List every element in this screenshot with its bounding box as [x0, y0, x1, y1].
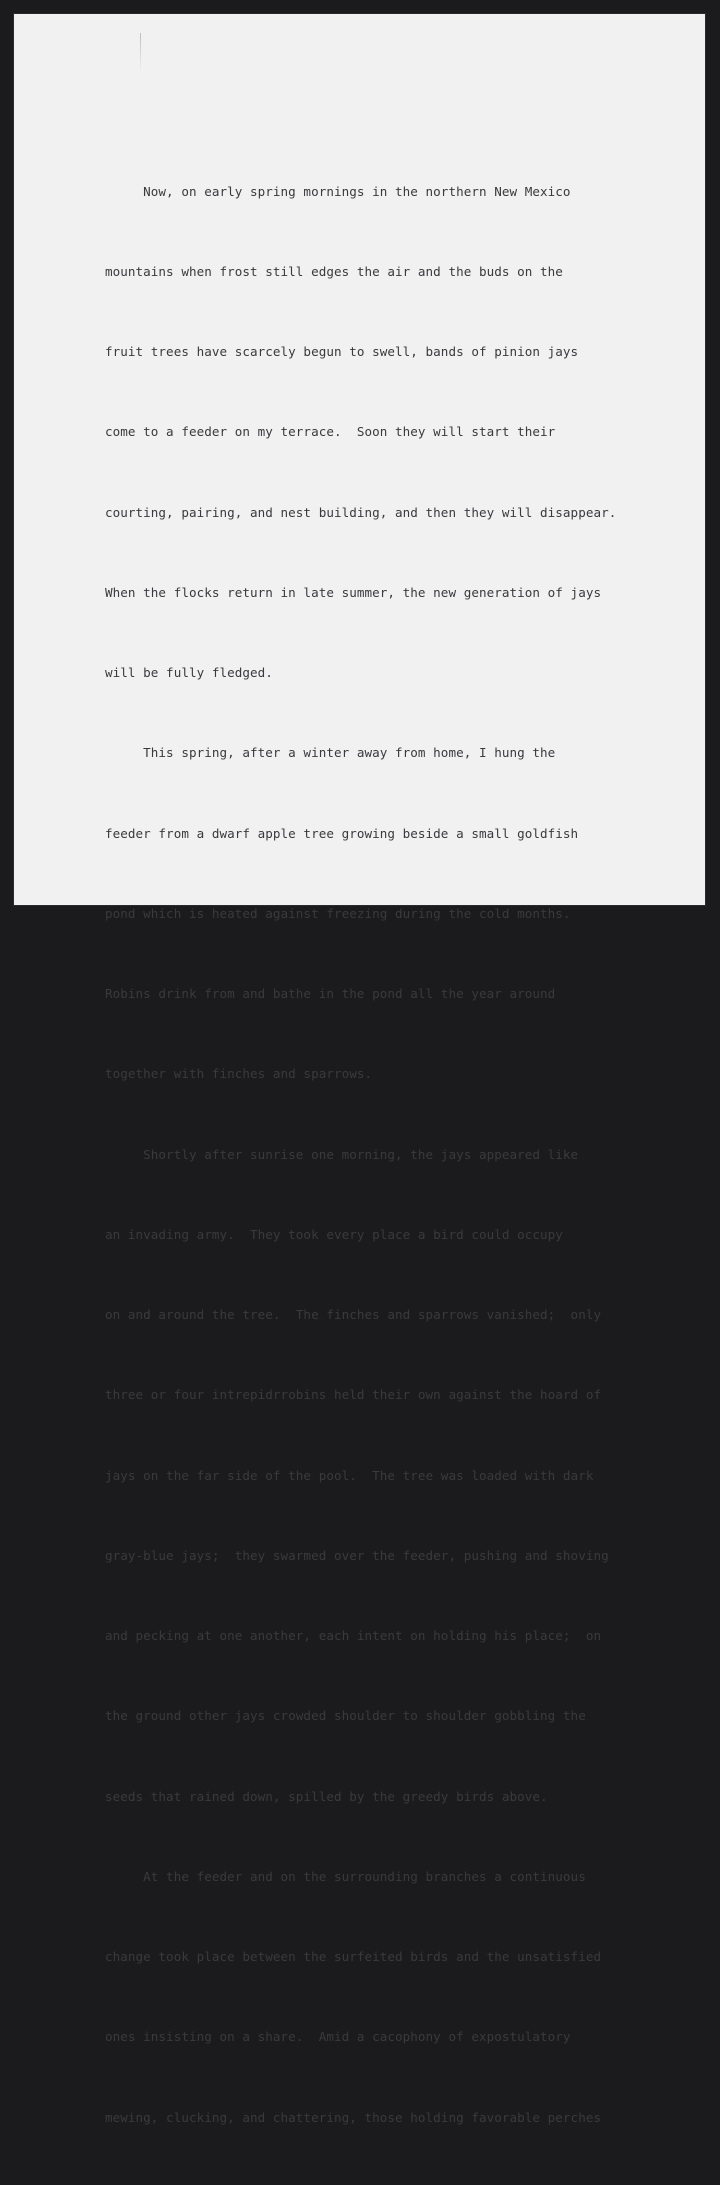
- text-line: feeder from a dwarf apple tree growing beside a small goldfish: [105, 825, 579, 841]
- text-line: At the feeder and on the surrounding branches a continuous: [105, 1868, 586, 1884]
- text-line: on and around the tree. The finches and sparrows vanished; only: [105, 1307, 602, 1322]
- text-line: jays on the far side of the pool. The tree was loaded with dark: [105, 1467, 594, 1483]
- text-line: courting, pairing, and nest building, and then they will disappear.: [105, 504, 617, 520]
- margin-pencil-mark: [140, 33, 141, 73]
- text-line: ones insisting on a share. Amid a cacophony of expostulatory: [105, 2029, 571, 2045]
- text-line: come to a feeder on my terrace. Soon they will start their: [105, 424, 556, 440]
- text-line: will be fully fledged.: [105, 665, 273, 680]
- text-line: seeds that rained down, spilled by the greedy birds above.: [105, 1788, 548, 1804]
- text-line: change took place between the surfeited birds and the unsatisfied: [105, 1949, 602, 1964]
- text-line: gray-blue jays; they swarmed over the feeder, pushing and shoving: [105, 1547, 609, 1563]
- text-line: three or four intrepidrrobins held their own against the hoard of: [105, 1387, 602, 1403]
- text-line: Robins drink from and bathe in the pond all the year around: [105, 986, 556, 1001]
- typewritten-text: [105, 125, 665, 2185]
- text-line: When the flocks return in late summer, the new generation of jays: [105, 584, 602, 600]
- typewritten-page: [13, 13, 706, 2125]
- text-line: and pecking at one another, each intent on holding his place; on: [105, 1628, 602, 1643]
- text-line: the ground other jays crowded shoulder to shoulder gobbling the: [105, 1708, 586, 1724]
- text-line: mewing, clucking, and chattering, those holding favorable perches: [105, 2109, 602, 2125]
- text-line: Now, on early spring mornings in the northern New Mexico: [105, 183, 571, 199]
- text-line: This spring, after a winter away from home, I hung the: [105, 745, 556, 761]
- text-line: mountains when frost still edges the air and the buds on the: [105, 263, 563, 279]
- text-line: an invading army. They took every place a bird could occupy: [105, 1226, 563, 1242]
- text-line: pond which is heated against freezing during the cold months.: [105, 905, 571, 921]
- text-line: fruit trees have scarcely begun to swell, bands of pinion jays: [105, 344, 579, 359]
- text-line: Shortly after sunrise one morning, the jays appeared like: [105, 1146, 579, 1162]
- text-line: together with finches and sparrows.: [105, 1066, 373, 1082]
